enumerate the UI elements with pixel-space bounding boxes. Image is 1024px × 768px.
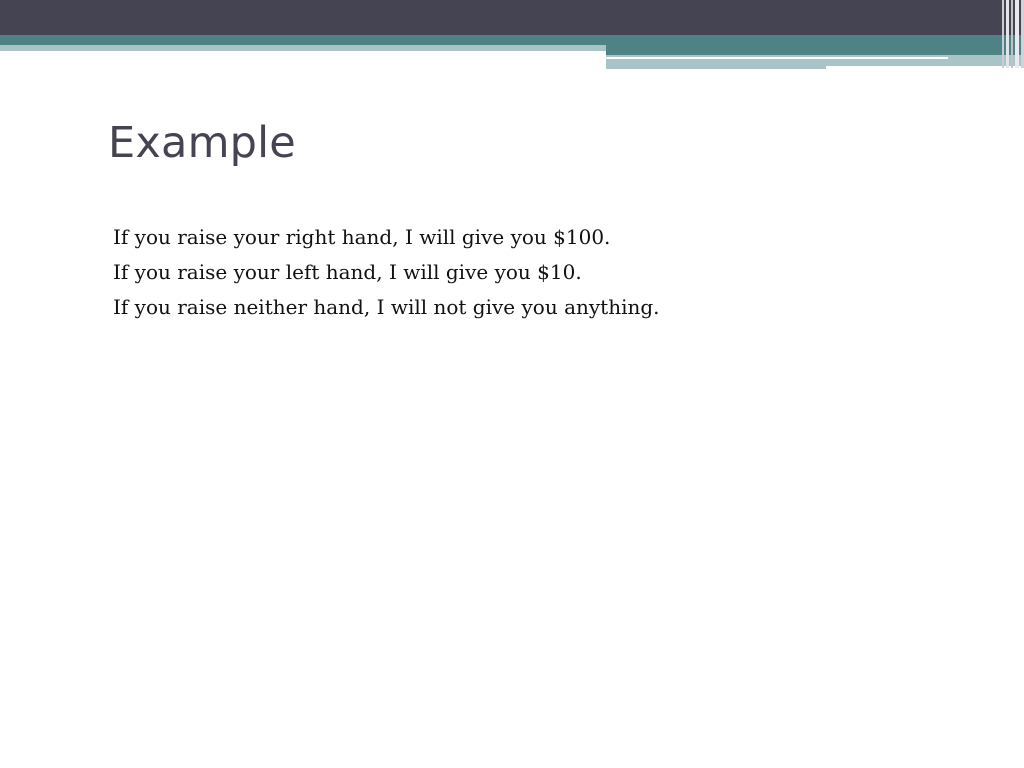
header-teal-bar [0, 35, 1024, 45]
slide-title: Example [108, 118, 296, 168]
slide-body [113, 220, 660, 325]
stripe [1015, 0, 1019, 68]
body-line: If you raise neither hand, I will not give you anything. [113, 295, 660, 319]
header-dark-bar [0, 0, 1024, 35]
header-vertical-stripes [994, 0, 1024, 68]
header-thin-line [606, 57, 948, 59]
header-teal-bar-right [606, 45, 1024, 55]
body-line: If you raise your left hand, I will give you $10. [113, 260, 582, 284]
body-line: If you raise your right hand, I will give you $100. [113, 225, 611, 249]
stripe [1002, 0, 1004, 68]
header-light-bar-left [0, 45, 606, 51]
stripe [1011, 0, 1013, 68]
stripe [1006, 0, 1009, 68]
header-bottom-stub [606, 66, 826, 69]
